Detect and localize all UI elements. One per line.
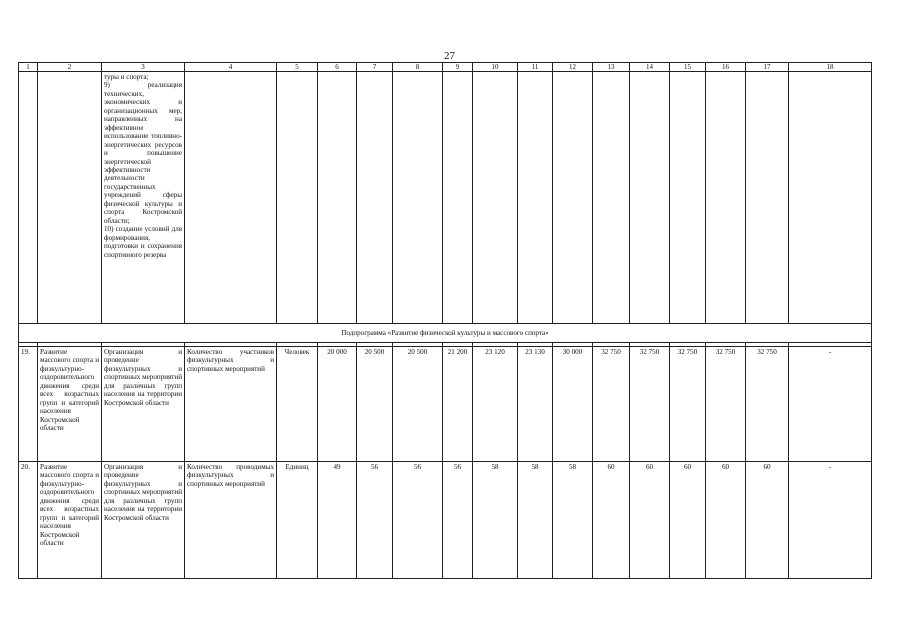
unit-cell: Единиц xyxy=(277,462,318,579)
value-cell: 60 xyxy=(593,462,630,579)
indicator-cell: Количество проводимых физкультурных и спортивных мероприятий xyxy=(185,462,277,579)
table-cell xyxy=(318,72,357,324)
col-num-cell: 10 xyxy=(473,63,518,72)
col-num-cell: 12 xyxy=(553,63,593,72)
task-cell: Организация и проведение физкультурных и спортивных мероприятий для различных групп населения на территории Костромской области xyxy=(102,347,185,462)
table-cell xyxy=(706,72,746,324)
value-cell: 23 120 xyxy=(473,347,518,462)
table-cell xyxy=(746,72,789,324)
value-cell: 20 500 xyxy=(393,347,443,462)
table-cell xyxy=(789,72,872,324)
value-cell: 60 xyxy=(630,462,670,579)
continuation-row xyxy=(19,72,872,324)
table-row xyxy=(19,462,872,579)
continuation-text: туры и спорта; 9) реализация технических, экономических и организационных мер, направленных на эффективное использование топливно-энергетических ресурсов и повышение энергетической эффективности деятельности государственных учреждений сферы физической культуры и спорта Костромской области; 10) создание условий для формирования, подготовки и сохранения спортивного резерва xyxy=(102,72,185,324)
subprogram-title: Подпрограмма «Развитие физической культуры и массового спорта» xyxy=(19,324,872,343)
row-number: 20. xyxy=(19,462,38,579)
indicator-cell: Количество участников физкультурных и спортивных мероприятий xyxy=(185,347,277,462)
col-num-cell: 2 xyxy=(38,63,102,72)
value-cell: 56 xyxy=(443,462,473,579)
value-cell: 20 500 xyxy=(357,347,393,462)
value-cell: 32 750 xyxy=(630,347,670,462)
value-cell: 32 750 xyxy=(746,347,789,462)
goal-cell: Развитие массового спорта и физкультурно-оздоровительного движения среди всех возрастных групп и категорий населения Костромской области xyxy=(38,462,102,579)
table-cell xyxy=(473,72,518,324)
col-num-cell: 5 xyxy=(277,63,318,72)
value-cell: 20 000 xyxy=(318,347,357,462)
col-num-cell: 4 xyxy=(185,63,277,72)
table-cell xyxy=(443,72,473,324)
value-cell: 32 750 xyxy=(593,347,630,462)
table-cell xyxy=(393,72,443,324)
task-cell: Организация и проведение физкультурных и спортивных мероприятий для различных групп населения на территории Костромской области xyxy=(102,462,185,579)
value-cell: 56 xyxy=(393,462,443,579)
column-numbers-row xyxy=(19,63,872,72)
note-cell: - xyxy=(789,347,872,462)
col-num-cell: 18 xyxy=(789,63,872,72)
col-num-cell: 14 xyxy=(630,63,670,72)
table-cell xyxy=(593,72,630,324)
subprogram-row xyxy=(19,324,872,343)
col-num-cell: 17 xyxy=(746,63,789,72)
unit-cell: Человек xyxy=(277,347,318,462)
indicators-table xyxy=(18,62,872,579)
table-cell xyxy=(357,72,393,324)
value-cell: 21 200 xyxy=(443,347,473,462)
table-cell xyxy=(185,72,277,324)
table-row xyxy=(19,347,872,462)
value-cell: 49 xyxy=(318,462,357,579)
note-cell: - xyxy=(789,462,872,579)
table-cell xyxy=(518,72,553,324)
col-num-cell: 7 xyxy=(357,63,393,72)
table-cell xyxy=(553,72,593,324)
table-cell xyxy=(670,72,706,324)
value-cell: 32 750 xyxy=(670,347,706,462)
col-num-cell: 16 xyxy=(706,63,746,72)
col-num-cell: 8 xyxy=(393,63,443,72)
value-cell: 58 xyxy=(473,462,518,579)
value-cell: 23 130 xyxy=(518,347,553,462)
col-num-cell: 9 xyxy=(443,63,473,72)
col-num-cell: 1 xyxy=(19,63,38,72)
value-cell: 30 000 xyxy=(553,347,593,462)
value-cell: 32 750 xyxy=(706,347,746,462)
table-cell xyxy=(277,72,318,324)
row-number: 19. xyxy=(19,347,38,462)
col-num-cell: 3 xyxy=(102,63,185,72)
table-cell xyxy=(19,72,38,324)
table-cell xyxy=(630,72,670,324)
value-cell: 60 xyxy=(706,462,746,579)
value-cell: 56 xyxy=(357,462,393,579)
value-cell: 60 xyxy=(746,462,789,579)
value-cell: 58 xyxy=(518,462,553,579)
col-num-cell: 13 xyxy=(593,63,630,72)
value-cell: 58 xyxy=(553,462,593,579)
col-num-cell: 6 xyxy=(318,63,357,72)
page-number: 27 xyxy=(444,50,455,62)
col-num-cell: 15 xyxy=(670,63,706,72)
table-cell xyxy=(38,72,102,324)
goal-cell: Развитие массового спорта и физкультурно-оздоровительного движения среди всех возрастных групп и категорий населения Костромской области xyxy=(38,347,102,462)
value-cell: 60 xyxy=(670,462,706,579)
col-num-cell: 11 xyxy=(518,63,553,72)
